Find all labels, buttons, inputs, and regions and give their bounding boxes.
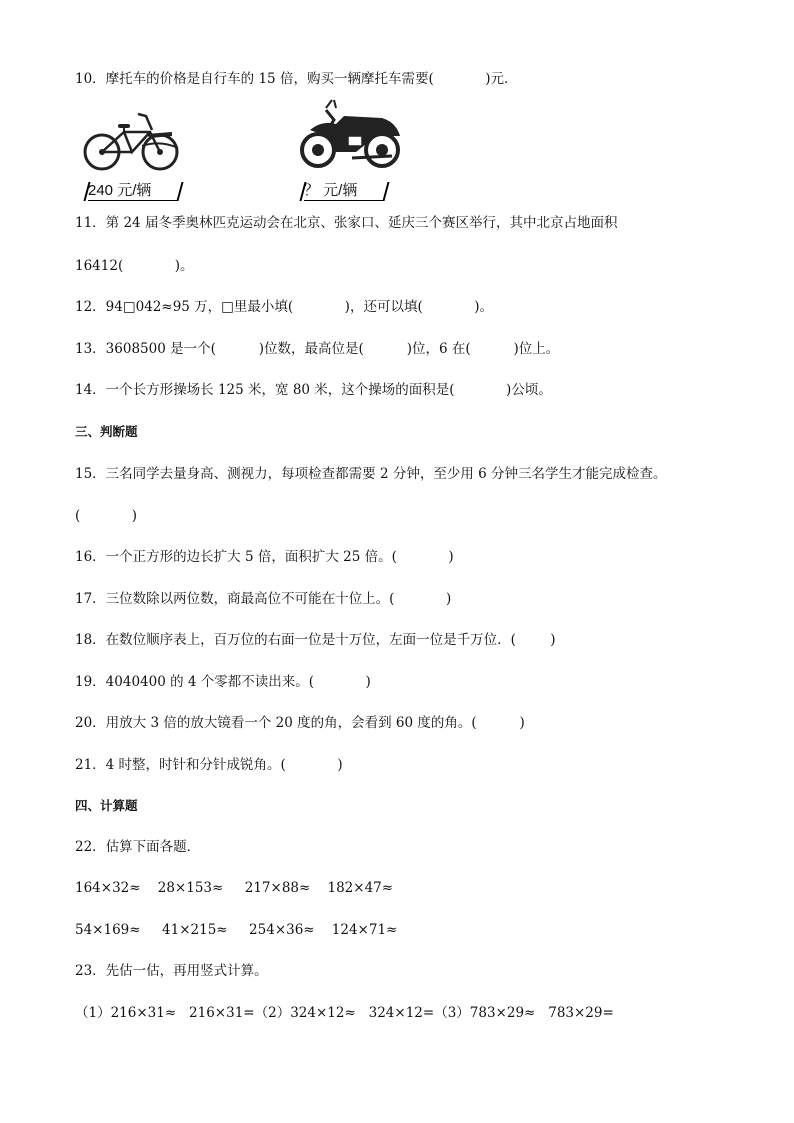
motorcycle-image <box>296 96 404 172</box>
question-14: 14．一个长方形操场长 125 米，宽 80 米，这个操场的面积是( )公顷。 <box>75 382 552 398</box>
question-22-row-2: 54×169≈ 41×215≈ 254×36≈ 124×71≈ <box>75 922 398 938</box>
question-10: 10．摩托车的价格是自行车的 15 倍，购买一辆摩托车需要( )元． <box>75 71 518 87</box>
question-11-line-1: 11．第 24 届冬季奥林匹克运动会在北京、张家口、延庆三个赛区举行，其中北京占地面积 <box>75 215 618 231</box>
question-15-line-1: 15．三名同学去量身高、测视力，每项检查都需要 2 分钟，至少用 6 分钟三名学生才能完成检查。 <box>75 466 667 482</box>
bicycle-image <box>80 106 184 172</box>
question-11-line-2: 16412( )。 <box>75 258 194 274</box>
question-22-title: 22．估算下面各题． <box>75 839 201 855</box>
question-21: 21．4 时整，时针和分针成锐角。( ) <box>75 757 343 773</box>
question-20: 20．用放大 3 倍的放大镜看一个 20 度的角，会看到 60 度的角。( ) <box>75 715 525 731</box>
question-18: 18．在数位顺序表上，百万位的右面一位是十万位，左面一位是千万位．( ) <box>75 632 556 648</box>
question-22-row-1: 164×32≈ 28×153≈ 217×88≈ 182×47≈ <box>75 880 394 896</box>
question-23-row-1: （1）216×31≈ 216×31=（2）324×12≈ 324×12=（3）783×29≈ 783×29= <box>75 1005 614 1021</box>
question-19: 19．4040400 的 4 个零都不读出来。( ) <box>75 674 371 690</box>
question-16: 16．一个正方形的边长扩大 5 倍，面积扩大 25 倍。( ) <box>75 549 454 565</box>
bicycle-price-label: 240 元/辆 <box>88 182 178 201</box>
question-15-line-2: ( ) <box>75 508 138 524</box>
question-13: 13．3608500 是一个( )位数，最高位是( )位，6 在( )位上。 <box>75 341 560 357</box>
question-12: 12．94□042≈95 万，□里最小填( )，还可以填( )。 <box>75 299 493 315</box>
section-4-title: 四、计算题 <box>75 798 138 813</box>
section-3-title: 三、判断题 <box>75 424 138 439</box>
question-17: 17．三位数除以两位数，商最高位不可能在十位上。( ) <box>75 591 452 607</box>
question-23-title: 23．先估一估，再用竖式计算。 <box>75 963 268 979</box>
motorcycle-price-label: ？ 元/辆 <box>304 182 384 201</box>
